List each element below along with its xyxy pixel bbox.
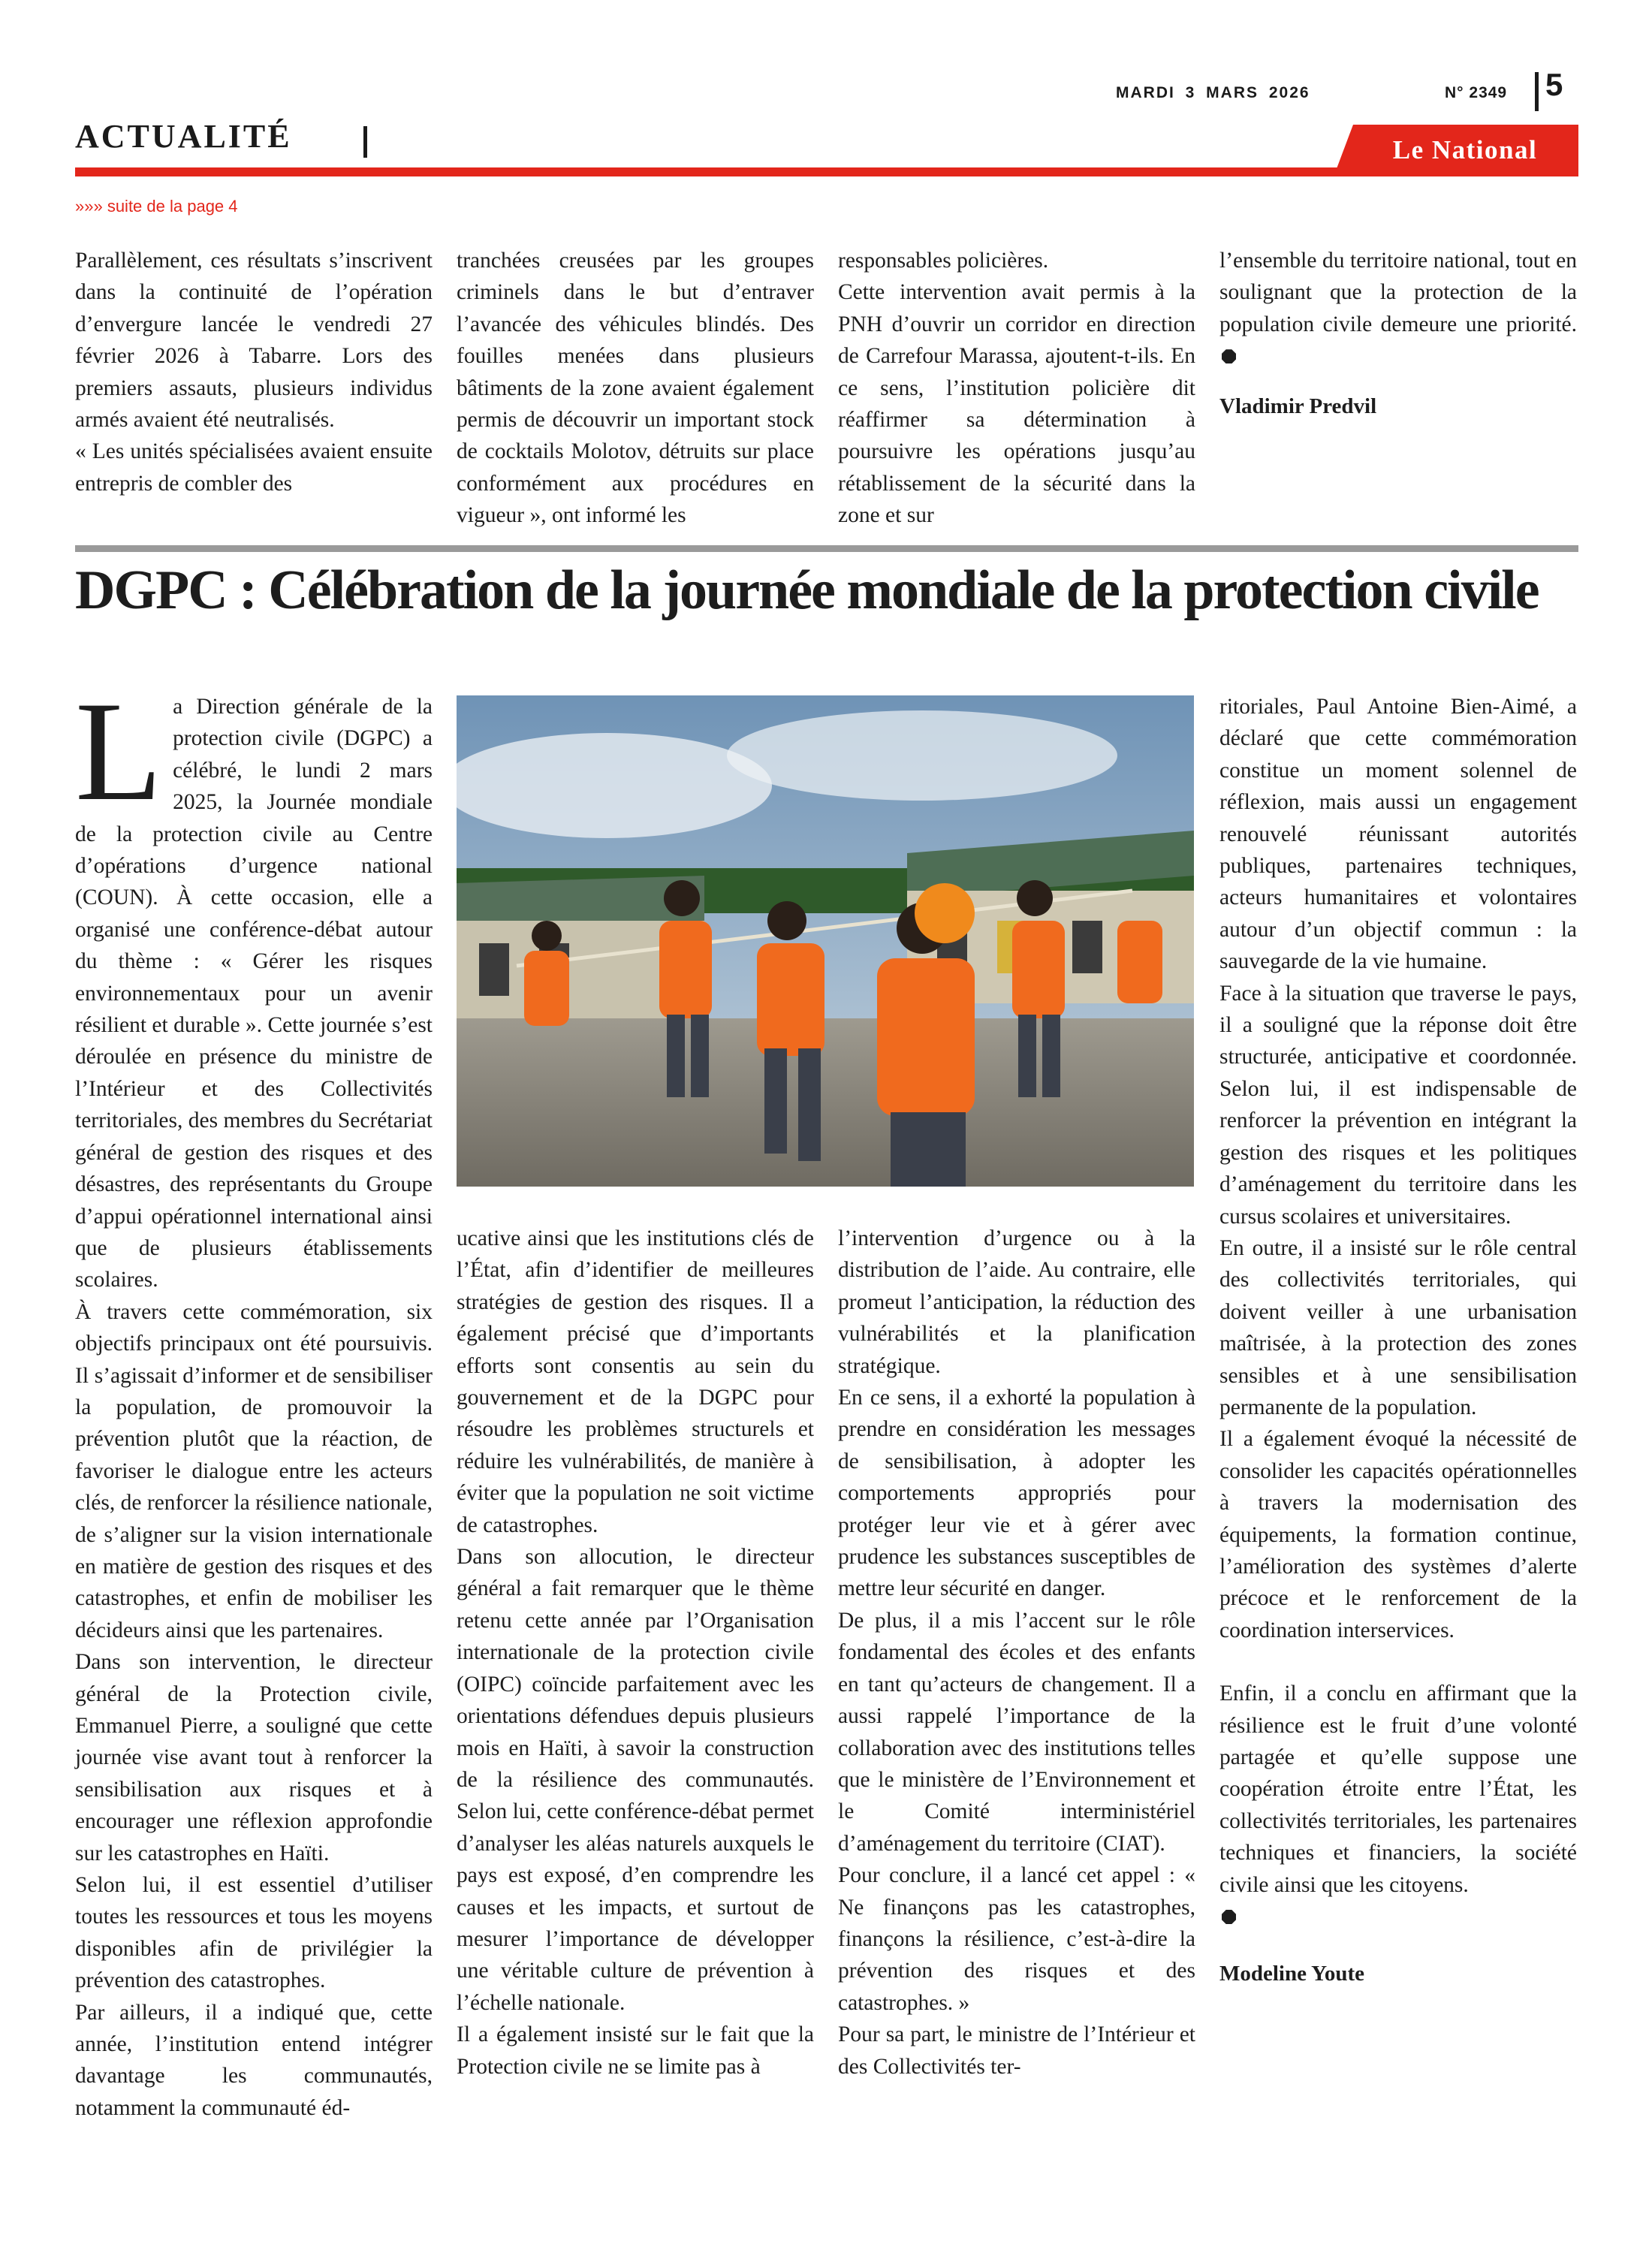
- end-of-article-icon: [1222, 349, 1236, 363]
- paragraph: Parallèlement, ces résultats s’inscrivent dans la continuité de l’opération d’envergure lancée le vendredi 27 février 2026 à Tabarre. Lors des premiers assauts, plusieurs individus armés avaient été neutralisés.: [75, 249, 433, 433]
- article-column-1: [75, 673, 433, 2124]
- paragraph: Face à la situation que traverse le pays, il a souligné que la réponse doit être structurée, anticipative et coordonnée. Selon lui, il est indispensable de renforcer la prévention en intégrant la gestion des risques et les politiques d’aménagement du territoire dans les cursus scolaires et universitaires.: [1219, 981, 1577, 1229]
- article-column-2: [457, 1223, 814, 2083]
- prev-article-author: Vladimir Predvil: [1219, 394, 1377, 418]
- prev-article-column-2: [457, 245, 814, 532]
- paragraph: Il a également évoqué la nécessité de consolider les capacités opérationnelles à travers la modernisation des équipements, la formation continue, l’amélioration des systèmes d’alerte précoce et le renforcement de la coordination interservices.: [1219, 1427, 1577, 1642]
- issue-date: MARDI 3 MARS 2026: [1116, 84, 1310, 101]
- paragraph: Pour sa part, le ministre de l’Intérieur et des Collectivités ter-: [838, 2022, 1195, 2079]
- article-column-3: [838, 1223, 1195, 2083]
- paragraph: tranchées creusées par les groupes criminels dans le but d’entraver l’avancée des véhicules blindés. Des fouilles menées dans plusieurs bâtiments de la zone avaient également permis de découvrir un important stock de cocktails Molotov, détruits sur place conformément aux procédures en vigueur », ont informé les: [457, 249, 814, 528]
- paragraph: Cette intervention avait permis à la PNH d’ouvrir un corridor en direction de Carrefour Marassa, ajoutent-t-ils. En ce sens, l’institution policière dit réaffirmer sa détermination à poursuivre les opérations jusqu’au rétablissement de la sécurité dans la zone et sur: [838, 280, 1195, 528]
- paragraph: Selon lui, il est essentiel d’utiliser toutes les ressources et tous les moyens disponibles afin de privilégier la prévention des catastrophes.: [75, 1873, 433, 1993]
- rescue-training-photo-icon: [457, 695, 1194, 1187]
- paragraph: ritoriales, Paul Antoine Bien-Aimé, a déclaré que cette commémoration constitue un moment solennel de réflexion, mais aussi un engagement renouvelé réunissant autorités publiques, partenaires techniques, acteurs humanitaires et volontaires autour d’un objectif commun : la sauvegarde de la vie humaine.: [1219, 695, 1577, 974]
- paragraph: « Les unités spécialisées avaient ensuite entrepris de combler des: [75, 439, 433, 496]
- paragraph: Il a également insisté sur le fait que la Protection civile ne se limite pas à: [457, 2022, 814, 2079]
- page-number-divider: [1535, 72, 1539, 111]
- paragraph: [1219, 245, 1577, 372]
- paragraph: En ce sens, il a exhorté la population à prendre en considération les messages de sensibilisation, à adopter les comportements appropriés pour protéger leur vie et à gérer avec prudence les substances susceptibles de mettre leur sécurité en danger.: [838, 1386, 1195, 1601]
- paragraph: À travers cette commémoration, six objectifs principaux ont été poursuivis. Il s’agissait d’informer et de sensibiliser la population, de promouvoir la prévention plutôt que la réaction, de favoriser le dialogue entre les acteurs clés, de renforcer la résilience nationale, de s’aligner sur la vision internationale en matière de gestion des risques et des catastrophes, et enfin de mobiliser les décideurs ainsi que les partenaires.: [75, 1299, 433, 1642]
- newspaper-brand: Le National: [1392, 135, 1538, 164]
- paragraph: l’intervention d’urgence ou à la distribution de l’aide. Au contraire, elle promeut l’anticipation, la réduction des vulnérabilités et la planification stratégique.: [838, 1226, 1195, 1378]
- article-headline: DGPC : Célébration de la journée mondiale de la protection civile: [75, 559, 1539, 621]
- end-mark-line: [1219, 1901, 1577, 1932]
- article-separator-rule: [75, 545, 1578, 552]
- paragraph: Enfin, il a conclu en affirmant que la résilience est le fruit d’une volonté partagée et qu’elle suppose une coopération étroite entre l’État, les collectivités territoriales, les partenaires techniques et financiers, la société civile ainsi que les citoyens.: [1219, 1681, 1577, 1897]
- paragraph: Pour conclure, il a lancé cet appel : « Ne finançons pas les catastrophes, finançons la résilience, c’est-à-dire la prévention des risques et des catastrophes. »: [838, 1863, 1195, 2015]
- prev-article-column-1: [75, 245, 433, 499]
- prev-article-column-3: [838, 245, 1195, 532]
- paragraph: De plus, il a mis l’accent sur le rôle fondamental des écoles et des enfants en tant qu’acteurs de changement. Il a aussi rappelé l’importance de la collaboration avec des institutions telles que le ministère de l’Environnement et le Comité interministériel d’aménagement du territoire (CIAT).: [838, 1608, 1195, 1856]
- article-photo: [457, 695, 1194, 1187]
- paragraph: a Direction générale de la protection civile (DGPC) a célébré, le lundi 2 mars 2025, la Journée mondiale de la protection civile au Centre d’opérations d’urgence national (COUN). À cette occasion, elle a organisé une conférence-débat autour du thème : « Gérer les risques environnementaux pour un avenir résilient et durable ». Cette journée s’est déroulée en présence du ministre de l’Intérieur et des Collectivités territoriales, des membres du Secrétariat général de gestion des risques et des désastres, des représentants du Groupe d’appui opérationnel international ainsi que de plusieurs établissements scolaires.: [75, 695, 433, 1292]
- end-of-article-icon: [1222, 1910, 1236, 1924]
- article-author: Modeline Youte: [1219, 1962, 1365, 1986]
- paragraph: En outre, il a insisté sur le rôle central des collectivités territoriales, qui doivent veiller à une urbanisation maîtrisée, à la protection des zones sensibles et à une sensibilisation permanente de la population.: [1219, 1235, 1577, 1419]
- paragraph: Dans son intervention, le directeur général de la Protection civile, Emmanuel Pierre, a souligné que cette journée vise avant tout à renforcer la sensibilisation aux risques et à encourager une réflexion approfondie sur les catastrophes en Haïti.: [75, 1650, 433, 1865]
- paragraph: Dans son allocution, le directeur général a fait remarquer que le thème retenu cette année par l’Organisation internationale de la protection civile (OIPC) coïncide parfaitement avec les orientations défendues depuis plusieurs mois en Haïti, à savoir la construction de la résilience des communautés. Selon lui, cette conférence-débat permet d’analyser les aléas naturels auxquels le pays est exposé, d’en comprendre les causes et les impacts, et surtout de mesurer l’importance de développer une véritable culture de prévention à l’échelle nationale.: [457, 1545, 814, 2015]
- continued-from-link[interactable]: »»» suite de la page 4: [75, 197, 238, 216]
- section-divider: [363, 126, 367, 158]
- paragraph: Par ailleurs, il a indiqué que, cette année, l’institution entend intégrer davantage les communautés, notamment la communauté éd-: [75, 2000, 433, 2120]
- paragraph-text: l’ensemble du territoire national, tout en soulignant que la protection de la population civile demeure une priorité.: [1219, 249, 1577, 336]
- page-number: 5: [1545, 67, 1563, 102]
- prev-article-column-4: [1219, 245, 1577, 422]
- paragraph: responsables policières.: [838, 249, 1049, 273]
- section-title: ACTUALITÉ: [75, 118, 292, 155]
- drop-cap: L: [75, 673, 163, 831]
- article-column-4: [1219, 691, 1577, 1990]
- paragraph: ucative ainsi que les institutions clés de l’État, afin d’identifier de meilleures stratégies de gestion des risques. Il a également précisé que d’importants efforts sont consentis au sein du gouvernement et de la DGPC pour résoudre les problèmes structurels et réduire les vulnérabilités, de manière à éviter que la population ne soit victime de catastrophes.: [457, 1226, 814, 1537]
- issue-number: N° 2349: [1445, 84, 1508, 101]
